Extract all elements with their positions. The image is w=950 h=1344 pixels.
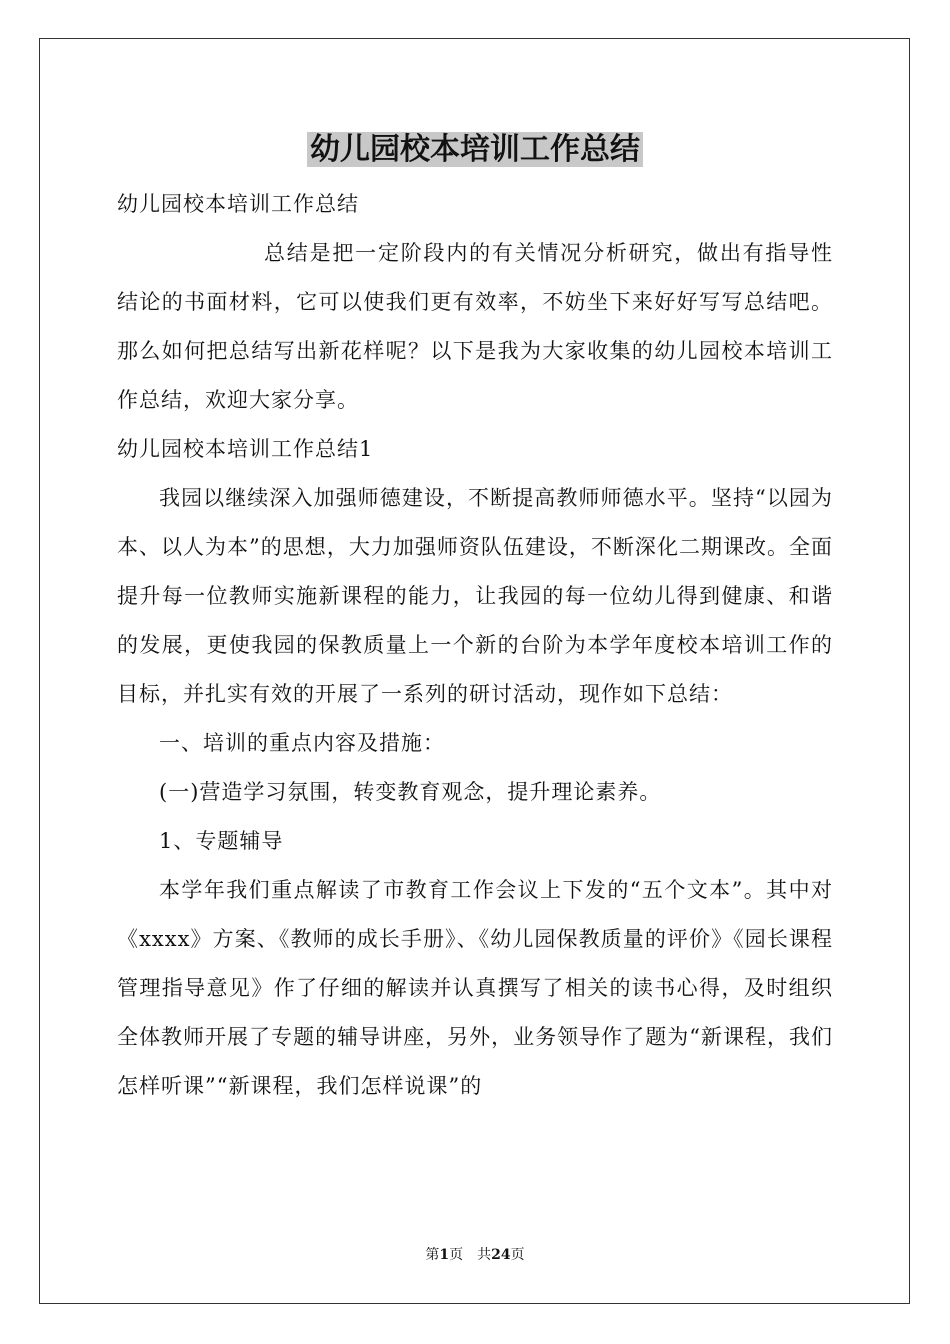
document-title	[117, 120, 833, 180]
page-footer	[0, 1244, 950, 1264]
heading-subsection: (一)营造学习氛围，转变教育观念，提升理论素养。	[159, 780, 662, 804]
footer-mid: 页 共	[449, 1247, 492, 1263]
section-heading: 幼儿园校本培训工作总结1	[117, 437, 374, 461]
subtitle: 幼儿园校本培训工作总结	[117, 192, 359, 216]
body-paragraph-2: 本学年我们重点解读了市教育工作会议上下发的“五个文本”。其中对《xxxx》方案、《教师的成长手册》、《幼儿园保教质量的评价》《园长课程管理指导意见》作了仔细的解读并认真撰写了相关的读书心得，及时组织全体教师开展了专题的辅导讲座，另外，业务领导作了题为“新课程，我们怎样听课”“新课程，我们怎样说课”的	[117, 878, 833, 1098]
footer-total-pages: 24	[491, 1247, 511, 1263]
document-body	[117, 120, 833, 1111]
heading-item-1: 1、专题辅导	[159, 829, 284, 853]
heading-measures: 一、培训的重点内容及措施：	[159, 731, 445, 755]
body-paragraph-1: 我园以继续深入加强师德建设，不断提高教师师德水平。坚持“以园为本、以人为本”的思想，大力加强师资队伍建设，不断深化二期课改。全面提升每一位教师实施新课程的能力，让我园的每一位幼儿得到健康、和谐的发展，更使我园的保教质量上一个新的台阶为本学年度校本培训工作的目标，并扎实有效的开展了一系列的研讨活动，现作如下总结：	[117, 486, 833, 706]
footer-suffix: 页	[510, 1247, 525, 1263]
footer-page-number: 1	[439, 1247, 450, 1263]
footer-prefix: 第	[425, 1247, 440, 1263]
document-title-text: 幼儿园校本培训工作总结	[307, 132, 643, 167]
intro-paragraph: 总结是把一定阶段内的有关情况分析研究，做出有指导性结论的书面材料，它可以使我们更有效率，不妨坐下来好好写写总结吧。那么如何把总结写出新花样呢？以下是我为大家收集的幼儿园校本培训工作总结，欢迎大家分享。	[117, 241, 833, 412]
